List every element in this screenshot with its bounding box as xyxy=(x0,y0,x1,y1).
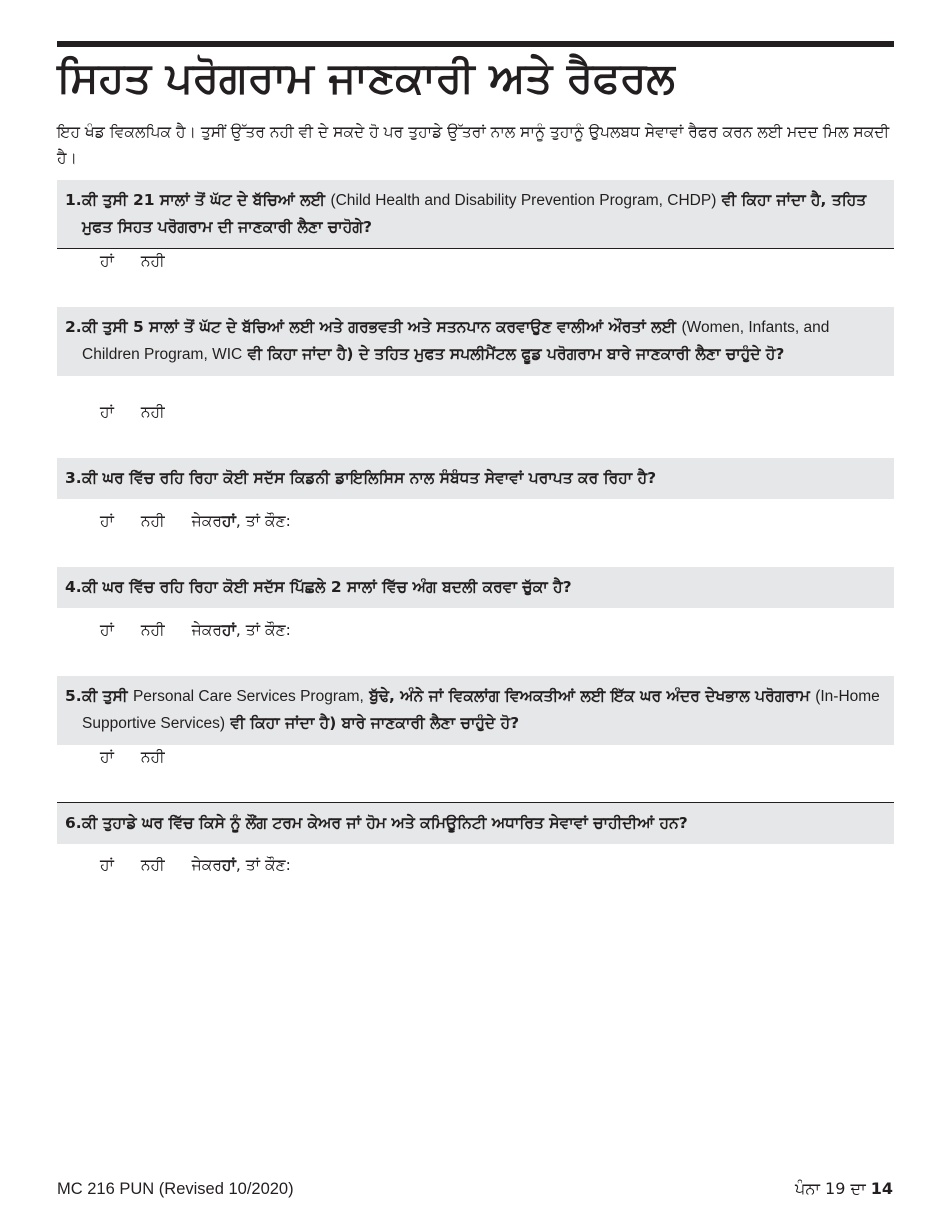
question-text: ਕੀ ਘਰ ਵਿੱਚ ਰਹਿ ਰਿਹਾ ਕੋਈ ਸਦੱਸ ਕਿਡਨੀ ਡਾਇਲਿਸਿਸ ਨਾਲ ਸੰਬੰਧਤ ਸੇਵਾਵਾਂ ਪਰਾਪਤ ਕਰ ਰਿਹਾ ਹੈ? xyxy=(82,469,657,487)
yes-option[interactable]: ਹਾਂ xyxy=(100,621,114,639)
question-3 xyxy=(57,458,894,499)
yes-option[interactable]: ਹਾਂ xyxy=(100,856,114,874)
question-5 xyxy=(57,676,894,745)
question-text: ਕੀ ਤੁਸੀ 21 ਸਾਲਾਂ ਤੋਂ ਘੱਟ ਦੇ ਬੱਚਿਆਂ ਲਈ (Child Health and Disability Prevention Program, CHDP) ਵੀ ਕਿਹਾ ਜਾਂਦਾ ਹੈ, ਤਹਿਤ ਮੁਫਤ ਸਿਹਤ ਪਰੋਗਰਾਮ ਦੀ ਜਾਣਕਾਰੀ ਲੈਣਾ ਚਾਹੋਗੇ? xyxy=(82,191,867,236)
if-yes-who-field[interactable]: ਜੇਕਰਹਾਂ, ਤਾਂ ਕੌਣ: xyxy=(191,856,291,874)
question-number: 1. xyxy=(65,191,82,209)
form-id: MC 216 PUN (Revised 10/2020) xyxy=(57,1180,294,1198)
answers-q5 xyxy=(100,745,187,769)
question-text: ਕੀ ਤੁਸੀ 5 ਸਾਲਾਂ ਤੋਂ ਘੱਟ ਦੇ ਬੱਚਿਆਂ ਲਈ ਅਤੇ ਗਰਭਵਤੀ ਅਤੇ ਸਤਨਪਾਨ ਕਰਵਾਉਣ ਵਾਲੀਆਂ ਔਰਤਾਂ ਲਈ (Women, Infants, and Children Program, WIC ਵੀ ਕਿਹਾ ਜਾਂਦਾ ਹੈ) ਦੇ ਤਹਿਤ ਮੁਫਤ ਸਪਲੀਮੈਂਟਲ ਫੂਡ ਪਰੋਗਰਾਮ ਬਾਰੇ ਜਾਣਕਾਰੀ ਲੈਣਾ ਚਾਹੁੰਦੇ ਹੋ? xyxy=(82,318,830,363)
yes-option[interactable]: ਹਾਂ xyxy=(100,403,114,421)
if-yes-who-field[interactable]: ਜੇਕਰਹਾਂ, ਤਾਂ ਕੌਣ: xyxy=(191,512,291,530)
question-text: ਕੀ ਘਰ ਵਿੱਚ ਰਹਿ ਰਿਹਾ ਕੋਈ ਸਦੱਸ ਪਿੱਛਲੇ 2 ਸਾਲਾਂ ਵਿੱਚ ਅੰਗ ਬਦਲੀ ਕਰਵਾ ਚੁੱਕਾ ਹੈ? xyxy=(82,578,572,596)
if-yes-who-field[interactable]: ਜੇਕਰਹਾਂ, ਤਾਂ ਕੌਣ: xyxy=(191,621,291,639)
no-option[interactable]: ਨਹੀ xyxy=(140,403,165,421)
no-option[interactable]: ਨਹੀ xyxy=(140,621,165,639)
no-option[interactable]: ਨਹੀ xyxy=(140,856,165,874)
yes-option[interactable]: ਹਾਂ xyxy=(100,252,114,270)
yes-option[interactable]: ਹਾਂ xyxy=(100,512,114,530)
question-number: 2. xyxy=(65,318,82,336)
title-rule xyxy=(57,41,894,47)
no-option[interactable]: ਨਹੀ xyxy=(140,748,165,766)
page-title: ਸਿਹਤ ਪਰੋਗਰਾਮ ਜਾਣਕਾਰੀ ਅਤੇ ਰੈਫਰਲ xyxy=(57,53,675,102)
no-option[interactable]: ਨਹੀ xyxy=(140,512,165,530)
yes-option[interactable]: ਹਾਂ xyxy=(100,748,114,766)
question-number: 5. xyxy=(65,687,82,705)
question-number: 6. xyxy=(65,814,82,832)
page-number: ਪੰਨਾ 19 ਦਾ 14 xyxy=(795,1179,893,1198)
intro-text: ਇਹ ਖੰਡ ਵਿਕਲਪਿਕ ਹੈ। ਤੁਸੀਂ ਉੱਤਰ ਨਹੀ ਵੀ ਦੇ ਸਕਦੇ ਹੋ ਪਰ ਤੁਹਾਡੇ ਉੱਤਰਾਂ ਨਾਲ ਸਾਨੂੰ ਤੁਹਾਨੂੰ ਉਪਲਬਧ ਸੇਵਾਵਾਂ ਰੈਫਰ ਕਰਨ ਲਈ ਮਦਦ ਮਿਲ ਸਕਦੀ ਹੈ। xyxy=(57,123,890,167)
answers-q1 xyxy=(100,249,187,273)
question-text: ਕੀ ਤੁਸੀ Personal Care Services Program, ਬੁੱਢੇ, ਅੰਨੇ ਜਾਂ ਵਿਕਲਾਂਗ ਵਿਅਕਤੀਆਂ ਲਈ ਇੱਕ ਘਰ ਅੰਦਰ ਦੇਖਭਾਲ ਪਰੋਗਰਾਮ (In-Home Supportive Services) ਵੀ ਕਿਹਾ ਜਾਂਦਾ ਹੈ) ਬਾਰੇ ਜਾਣਕਾਰੀ ਲੈਣਾ ਚਾਹੁੰਦੇ ਹੋ? xyxy=(82,687,880,732)
question-number: 3. xyxy=(65,469,82,487)
answers-q3 xyxy=(100,509,291,533)
answers-q2 xyxy=(100,400,187,424)
answers-q6 xyxy=(100,853,291,877)
no-option[interactable]: ਨਹੀ xyxy=(140,252,165,270)
question-1 xyxy=(57,180,894,249)
question-6 xyxy=(57,802,894,844)
answers-q4 xyxy=(100,618,291,642)
question-2 xyxy=(57,307,894,376)
question-text: ਕੀ ਤੁਹਾਡੇ ਘਰ ਵਿੱਚ ਕਿਸੇ ਨੂੰ ਲੌਂਗ ਟਰਮ ਕੇਅਰ ਜਾਂ ਹੋਮ ਅਤੇ ਕਮਿਊਨਿਟੀ ਅਧਾਰਿਤ ਸੇਵਾਵਾਂ ਚਾਹੀਦੀਆਂ ਹਨ? xyxy=(82,814,688,832)
question-number: 4. xyxy=(65,578,82,596)
question-4 xyxy=(57,567,894,608)
